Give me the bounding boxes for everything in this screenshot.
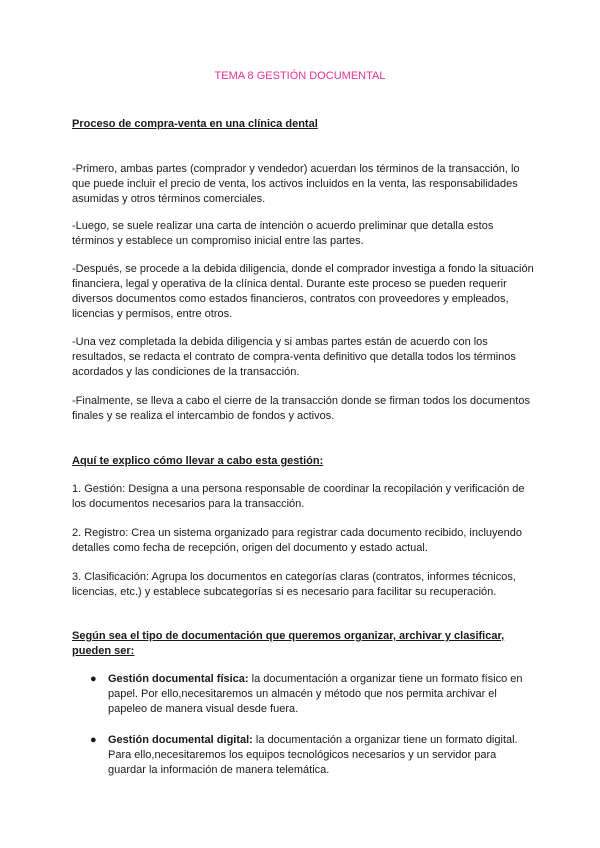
documentation-types-list: [72, 672, 534, 794]
list-item: [72, 733, 534, 778]
paragraph: -Primero, ambas partes (comprador y vendedor) acuerdan los términos de la transacción, lo que puede incluir el precio de venta, los activos incluidos en la venta, las responsabilidades asumidas y otros términos comerciales.: [72, 163, 520, 205]
paragraph: -Finalmente, se lleva a cabo el cierre de la transacción donde se firman todos los documentos finales y se realiza el intercambio de fondos y activos.: [72, 395, 530, 422]
page-title: TEMA 8 GESTIÓN DOCUMENTAL: [214, 70, 386, 82]
paragraph: 1. Gestión: Designa a una persona responsable de coordinar la recopilación y verificación de los documentos necesarios para la transacción.: [72, 483, 525, 510]
list-item: [72, 672, 534, 717]
list-item-text: la documentación a organizar tiene un formato digital. Para ello,necesitaremos los equipos tecnológicos necesarios y un servidor para guardar la información de manera telemática.: [108, 734, 518, 776]
section-heading-tipos: Según sea el tipo de documentación que queremos organizar, archivar y clasificar, pueden ser:: [72, 630, 505, 657]
bullet-icon: ●: [90, 734, 97, 746]
list-item-text: la documentación a organizar tiene un formato físico en papel. Por ello,necesitaremos un almacén y método que nos permita archivar el papeleo de manera visual desde fuera.: [108, 673, 523, 715]
list-item-term: Gestión documental física:: [108, 673, 249, 685]
paragraph: -Después, se procede a la debida diligencia, donde el comprador investiga a fondo la situación financiera, legal y operativa de la clínica dental. Durante este proceso se pueden requerir diversos documentos como estados financieros, contratos con proveedores y empleados, licencias y permisos, entre otros.: [72, 263, 534, 320]
section-heading-compraventa: Proceso de compra-venta en una clínica dental: [72, 118, 318, 130]
list-item-term: Gestión documental digital:: [108, 734, 253, 746]
paragraph: 3. Clasificación: Agrupa los documentos en categorías claras (contratos, informes técnicos, licencias, etc.) y establece subcategorías si es necesario para facilitar su recuperación.: [72, 571, 516, 598]
paragraph: 2. Registro: Crea un sistema organizado para registrar cada documento recibido, incluyendo detalles como fecha de recepción, origen del documento y estado actual.: [72, 527, 523, 554]
paragraph: -Una vez completada la debida diligencia y si ambas partes están de acuerdo con los resultados, se redacta el contrato de compra-venta definitivo que detalla todos los términos acordados y las condiciones de la transacción.: [72, 336, 516, 378]
bullet-icon: ●: [90, 673, 97, 685]
section-heading-gestion: Aquí te explico cómo llevar a cabo esta gestión:: [72, 455, 324, 467]
paragraph: -Luego, se suele realizar una carta de intención o acuerdo preliminar que detalla estos términos y establece un compromiso inicial entre las partes.: [72, 220, 494, 247]
